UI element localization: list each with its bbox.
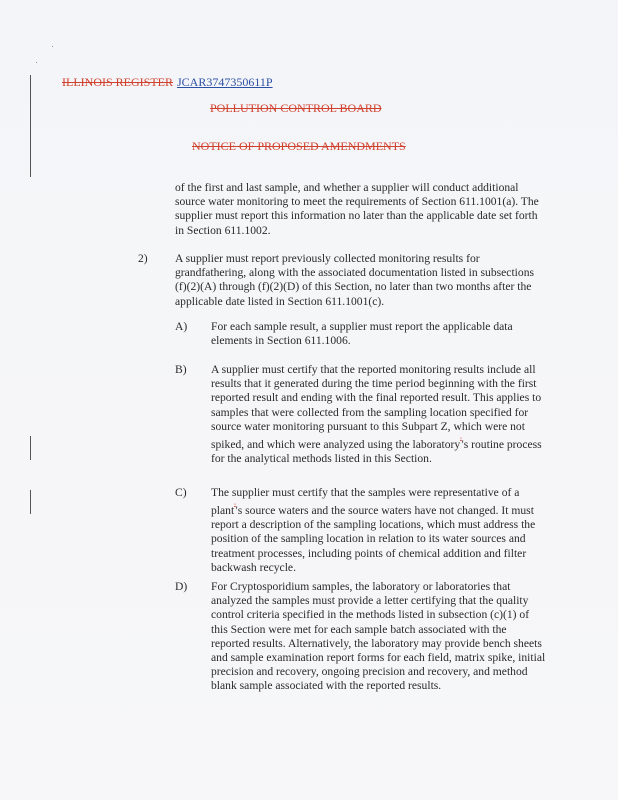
subitem-a-text: For each sample result, a supplier must report the applicable data elements in Section 611.1006.: [211, 320, 513, 348]
change-bar-lower: [30, 490, 31, 514]
register-deleted-text: ILLINOIS REGISTER: [62, 75, 173, 89]
subitem-c-text: [211, 486, 547, 575]
board-heading: POLLUTION CONTROL BOARD: [210, 101, 382, 115]
subitem-d-label: D): [175, 580, 188, 593]
subitem-c-label: C): [175, 486, 187, 499]
subitem-a-label: A): [175, 320, 188, 333]
scan-speck: [36, 62, 37, 63]
intro-paragraph: of the first and last sample, and whether a supplier will conduct additional source water monitoring to meet the requirements of Section 611.1001(a). The supplier must report this information no later than the applicable date set forth in Section 611.1002.: [175, 181, 539, 237]
deleted-apostrophe: ': [234, 502, 236, 512]
deleted-apostrophe: ': [460, 436, 462, 446]
subitem-b-text-after: 's routine process for the analytical methods listed in this Section.: [211, 437, 542, 466]
item-2-text: A supplier must report previously collected monitoring results for grandfathering, along with the associated documentation listed in subsections (f)(2)(A) through (f)(2)(D) of this Section, no later than two months after the applicable date listed in Section 611.1001(c).: [175, 252, 534, 308]
notice-heading: NOTICE OF PROPOSED AMENDMENTS: [192, 139, 406, 153]
subitem-b-text: [211, 363, 547, 466]
register-inserted-text: JCAR3747350611P: [177, 75, 273, 89]
item-2-label: 2): [138, 252, 148, 265]
subitem-b-label: B): [175, 363, 187, 376]
subitem-c-text-before: The supplier must certify that the samples were representative of a plant: [211, 486, 520, 518]
subitem-d-text: For Cryptosporidium samples, the laboratory or laboratories that analyzed the samples must provide a letter certifying that the quality control criteria specified in the methods listed in subsection (c)(1) of this Section were met for each sample batch associated with the reported results. Alternatively, the laboratory may provide bench sheets and sample examination report forms for each field, matrix spike, initial precision and recovery, ongoing precision and recovery, and method blank sample associated with the reported results.: [211, 580, 546, 693]
change-bar-top: [30, 75, 31, 177]
register-header: [62, 75, 273, 90]
change-bar-mid: [30, 436, 31, 460]
subitem-c-text-after: 's source waters and the source waters have not changed. It must report a description of the sampling locations, which must address the position of the sampling location in relation to its water sources and treatment processes, including points of chemical addition and filter backwash recycle.: [211, 504, 536, 574]
subitem-b-text-before: A supplier must certify that the reported monitoring results include all results that it generated during the time period beginning with the first reported result and ending with the final reported result. This applies to samples that were collected from the sampling location specified for source water monitoring pursuant to this Subpart Z, which were not spiked, and which were analyzed using the laboratory: [211, 363, 542, 451]
scan-speck: [52, 46, 53, 47]
